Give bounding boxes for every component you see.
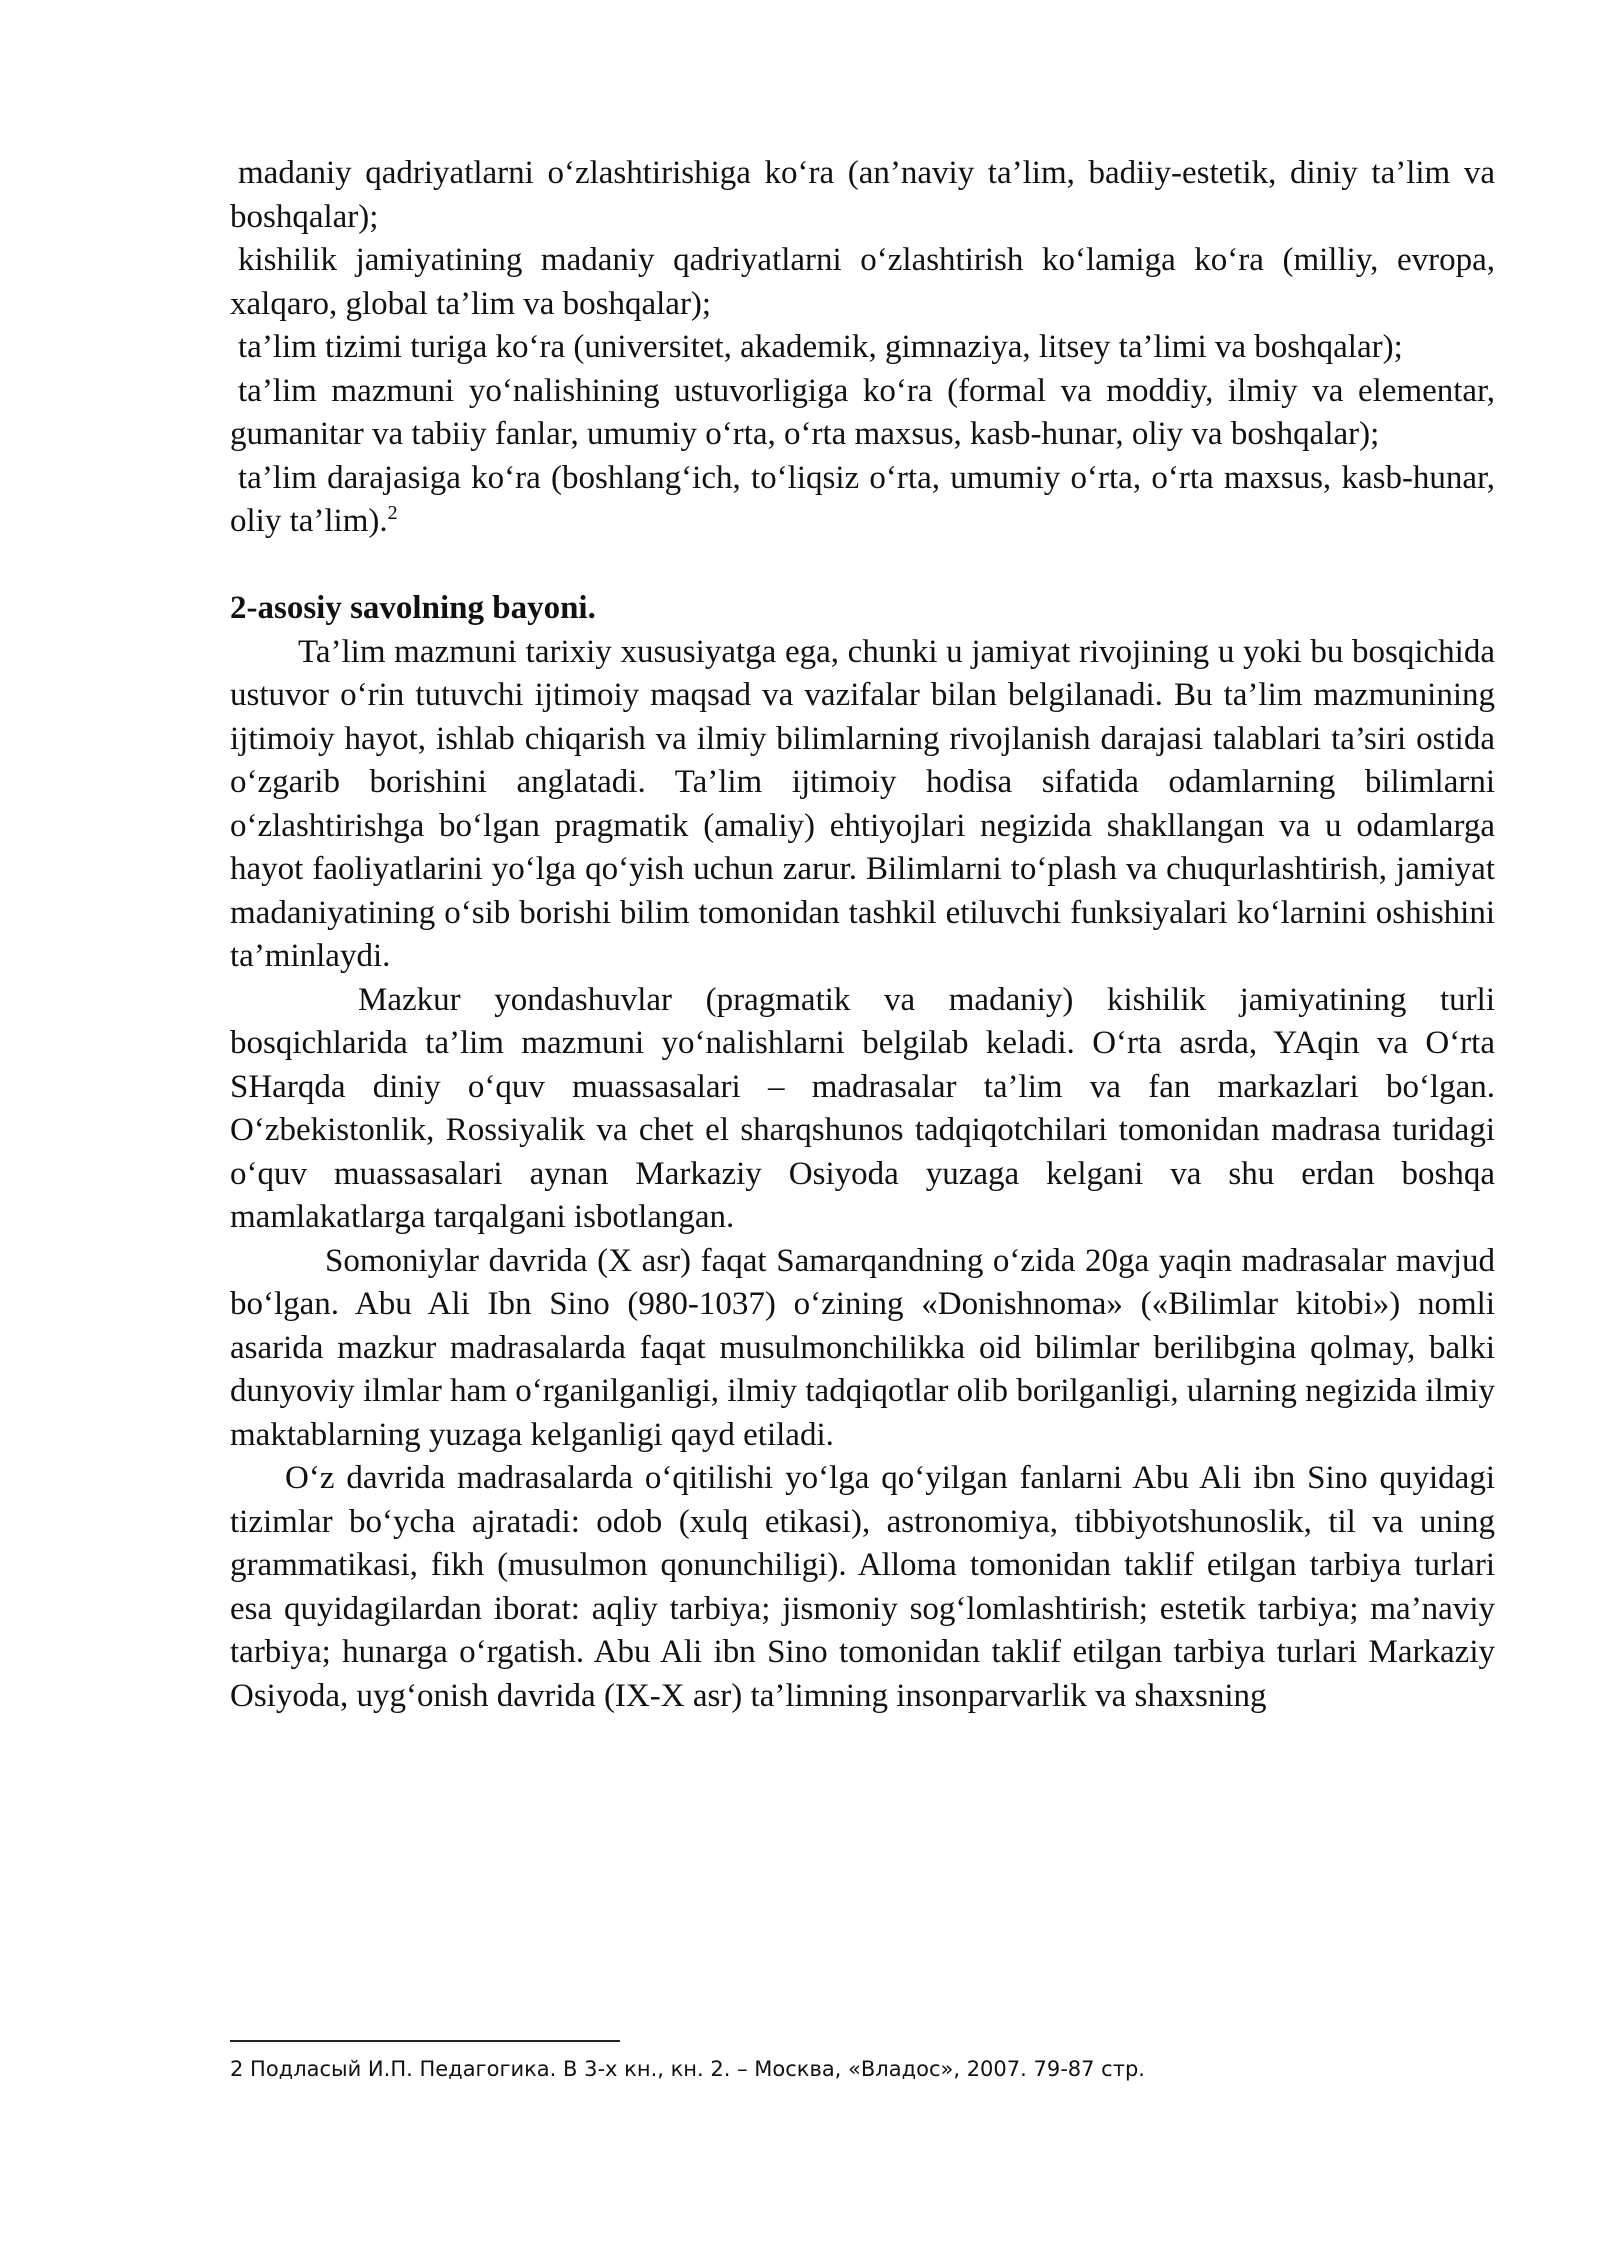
list-item: ta’lim mazmuni yoʻnalishining ustuvorligiga koʻra (formal va moddiy, ilmiy va elementar, gumanitar va tabiiy fanlar, umumiy oʻrta, oʻrta maxsus, kasb-hunar, oliy va boshqalar);	[230, 372, 1495, 452]
paragraph: Ta’lim mazmuni tarixiy xususiyatga ega, chunki u jamiyat rivojining u yoki bu bosqichida ustuvor oʻrin tutuvchi ijtimoiy maqsad va vazifalar bilan belgilanadi. Bu ta’lim mazmunining ijtimoiy hayot, ishlab chiqarish va ilmiy bilimlarning rivojlanish darajasi talablari ta’siri ostida oʻzgarib borishini anglatadi. Ta’lim ijtimoiy hodisa sifatida odamlarning bilimlarni oʻzlashtirishga boʻlgan pragmatik (amaliy) ehtiyojlari negizida shakllangan va u odamlarga hayot faoliyatlarini yoʻlga qoʻyish uchun zarur. Bilimlarni toʻplash va chuqurlashtirish, jamiyat madaniyatining oʻsib borishi bilim tomonidan tashkil etiluvchi funksiyalari koʻlarnini oshishini ta’minlaydi.	[230, 633, 1495, 974]
footnote-reference[interactable]: 2	[387, 502, 398, 524]
list-item: kishilik jamiyatining madaniy qadriyatlarni oʻzlashtirish koʻlamiga koʻra (milliy, evropa, xalqaro, global ta’lim va boshqalar);	[230, 242, 1495, 322]
list-item-last	[230, 457, 1495, 544]
paragraph: Oʻz davrida madrasalarda oʻqitilishi yoʻlga qoʻyilgan fanlarni Abu Ali ibn Sino quyidagi tizimlar boʻycha ajratadi: odob (xulq etikasi), astronomiya, tibbiyotshunoslik, til va uning grammatikasi, fikh (musulmon qonunchiligi). Alloma tomonidan taklif etilgan tarbiya turlari esa quyidagilardan iborat: aqliy tarbiya; jismoniy sogʻlomlashtirish; estetik tarbiya; ma’naviy tarbiya; hunarga oʻrgatish. Abu Ali ibn Sino tomonidan taklif etilgan tarbiya turlari Markaziy Osiyoda, uygʻonish davrida (IX-X asr) ta’limning insonparvarlik va shaxsning	[230, 1460, 1495, 1714]
list-item: madaniy qadriyatlarni oʻzlashtirishiga koʻra (an’naviy ta’lim, badiiy-estetik, diniy ta’lim va boshqalar);	[230, 155, 1495, 235]
paragraph: Mazkur yondashuvlar (pragmatik va madaniy) kishilik jamiyatining turli bosqichlarida ta’lim mazmuni yoʻnalishlarni belgilab keladi. Oʻrta asrda, YAqin va Oʻrta SHarqda diniy oʻquv muassasalari – madrasalar ta’lim va fan markazlari boʻlgan. Oʻzbekistonlik, Rossiyalik va chet el sharqshunos tadqiqotchilari tomonidan madrasa turidagi oʻquv muassasalari aynan Markaziy Osiyoda yuzaga kelgani va shu erdan boshqa mamlakatlarga tarqalgani isbotlangan.	[230, 981, 1495, 1235]
list-item-text: ta’lim darajasiga koʻra (boshlangʻich, toʻliqsiz oʻrta, umumiy oʻrta, oʻrta maxsus, kasb-hunar, oliy ta’lim).	[230, 459, 1495, 539]
footnote-separator	[230, 2040, 620, 2042]
paragraph: Somoniylar davrida (X asr) faqat Samarqandning oʻzida 20ga yaqin madrasalar mavjud boʻlgan. Abu Ali Ibn Sino (980-1037) oʻzining «Donishnoma» («Bilimlar kitobi») nomli asarida mazkur madrasalarda faqat musulmonchilikka oid bilimlar berilibgina qolmay, balki dunyoviy ilmlar ham oʻrganilganligi, ilmiy tadqiqotlar olib borilganligi, ularning negizida ilmiy maktablarning yuzaga kelganligi qayd etiladi.	[230, 1242, 1495, 1453]
body-text	[230, 152, 1495, 1718]
list-item: ta’lim tizimi turiga koʻra (universitet, akademik, gimnaziya, litsey ta’limi va boshqalar);	[238, 329, 1403, 365]
paragraph-spacer	[230, 544, 1495, 588]
section-heading: 2-asosiy savolning bayoni.	[230, 590, 596, 626]
footnote: 2 Подласый И.П. Педагогика. В 3-х кн., кн. 2. – Москва, «Владос», 2007. 79-87 стр.	[230, 2057, 1145, 2081]
